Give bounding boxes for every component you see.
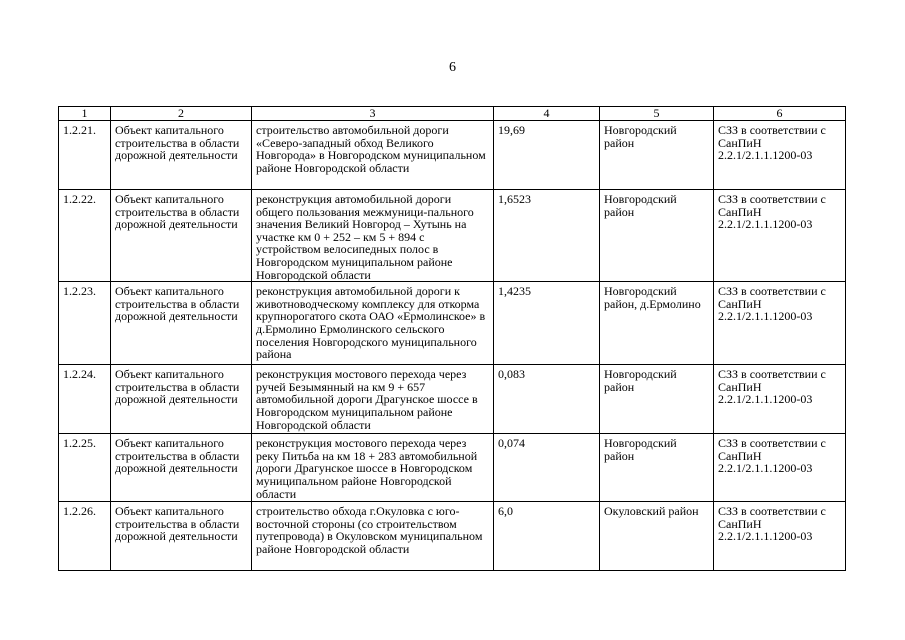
row-number: 1.2.21. bbox=[59, 121, 111, 190]
header-col-4: 4 bbox=[494, 107, 600, 121]
table-row bbox=[59, 365, 846, 434]
table-row bbox=[59, 502, 846, 571]
table-row bbox=[59, 434, 846, 502]
object-area: 1,4235 bbox=[494, 282, 600, 365]
sanitary-zone: СЗЗ в соответствии с СанПиН 2.2.1/2.1.1.1200-03 bbox=[714, 282, 846, 365]
sanitary-zone: СЗЗ в соответствии с СанПиН 2.2.1/2.1.1.1200-03 bbox=[714, 434, 846, 502]
sanitary-zone: СЗЗ в соответствии с СанПиН 2.2.1/2.1.1.1200-03 bbox=[714, 502, 846, 571]
table-row bbox=[59, 282, 846, 365]
object-area: 19,69 bbox=[494, 121, 600, 190]
object-area: 6,0 bbox=[494, 502, 600, 571]
row-number: 1.2.25. bbox=[59, 434, 111, 502]
object-area: 0,083 bbox=[494, 365, 600, 434]
object-description: строительство автомобильной дороги «Северо-западный обход Великого Новгорода» в Новгородском муниципальном районе Новгородской области bbox=[252, 121, 494, 190]
object-type: Объект капитального строительства в области дорожной деятельности bbox=[111, 365, 252, 434]
header-col-2: 2 bbox=[111, 107, 252, 121]
sanitary-zone: СЗЗ в соответствии с СанПиН 2.2.1/2.1.1.1200-03 bbox=[714, 190, 846, 282]
page-number: 6 bbox=[449, 60, 456, 75]
object-description: реконструкция автомобильной дороги к животноводческому комплексу для откорма крупнорогатого скота ОАО «Ермолинское» в д.Ермолино Ермолинского сельского поселения Новгородского муниципального района bbox=[252, 282, 494, 365]
sanitary-zone: СЗЗ в соответствии с СанПиН 2.2.1/2.1.1.1200-03 bbox=[714, 121, 846, 190]
row-number: 1.2.22. bbox=[59, 190, 111, 282]
object-type: Объект капитального строительства в области дорожной деятельности bbox=[111, 282, 252, 365]
object-description: реконструкция автомобильной дороги общего пользования межмуници-пального значения Великий Новгород – Хутынь на участке км 0 + 252 – км 5 + 894 с устройством велосипедных полос в Новгородском муниципальном районе Новгородской области bbox=[252, 190, 494, 282]
table-row bbox=[59, 190, 846, 282]
object-type: Объект капитального строительства в области дорожной деятельности bbox=[111, 434, 252, 502]
sanitary-zone: СЗЗ в соответствии с СанПиН 2.2.1/2.1.1.1200-03 bbox=[714, 365, 846, 434]
object-location: Новгородский район bbox=[600, 434, 714, 502]
object-area: 0,074 bbox=[494, 434, 600, 502]
object-description: строительство обхода г.Окуловка с юго-восточной стороны (со строительством путепровода) в Окуловском муниципальном районе Новгородской области bbox=[252, 502, 494, 571]
header-col-1: 1 bbox=[59, 107, 111, 121]
row-number: 1.2.23. bbox=[59, 282, 111, 365]
object-location: Новгородский район bbox=[600, 190, 714, 282]
table-row bbox=[59, 121, 846, 190]
object-type: Объект капитального строительства в области дорожной деятельности bbox=[111, 502, 252, 571]
object-type: Объект капитального строительства в области дорожной деятельности bbox=[111, 121, 252, 190]
object-location: Окуловский район bbox=[600, 502, 714, 571]
objects-table bbox=[58, 106, 846, 571]
object-description: реконструкция мостового перехода через реку Питьба на км 18 + 283 автомобильной дороги Драгунское шоссе в Новгородском муниципальном районе Новгородской области bbox=[252, 434, 494, 502]
object-location: Новгородский район bbox=[600, 365, 714, 434]
row-number: 1.2.26. bbox=[59, 502, 111, 571]
header-col-5: 5 bbox=[600, 107, 714, 121]
object-description: реконструкция мостового перехода через ручей Безымянный на км 9 + 657 автомобильной дороги Драгунское шоссе в Новгородском муниципальном районе Новгородской области bbox=[252, 365, 494, 434]
object-area: 1,6523 bbox=[494, 190, 600, 282]
header-col-6: 6 bbox=[714, 107, 846, 121]
object-type: Объект капитального строительства в области дорожной деятельности bbox=[111, 190, 252, 282]
object-location: Новгородский район, д.Ермолино bbox=[600, 282, 714, 365]
header-row bbox=[59, 107, 846, 121]
row-number: 1.2.24. bbox=[59, 365, 111, 434]
header-col-3: 3 bbox=[252, 107, 494, 121]
object-location: Новгородский район bbox=[600, 121, 714, 190]
